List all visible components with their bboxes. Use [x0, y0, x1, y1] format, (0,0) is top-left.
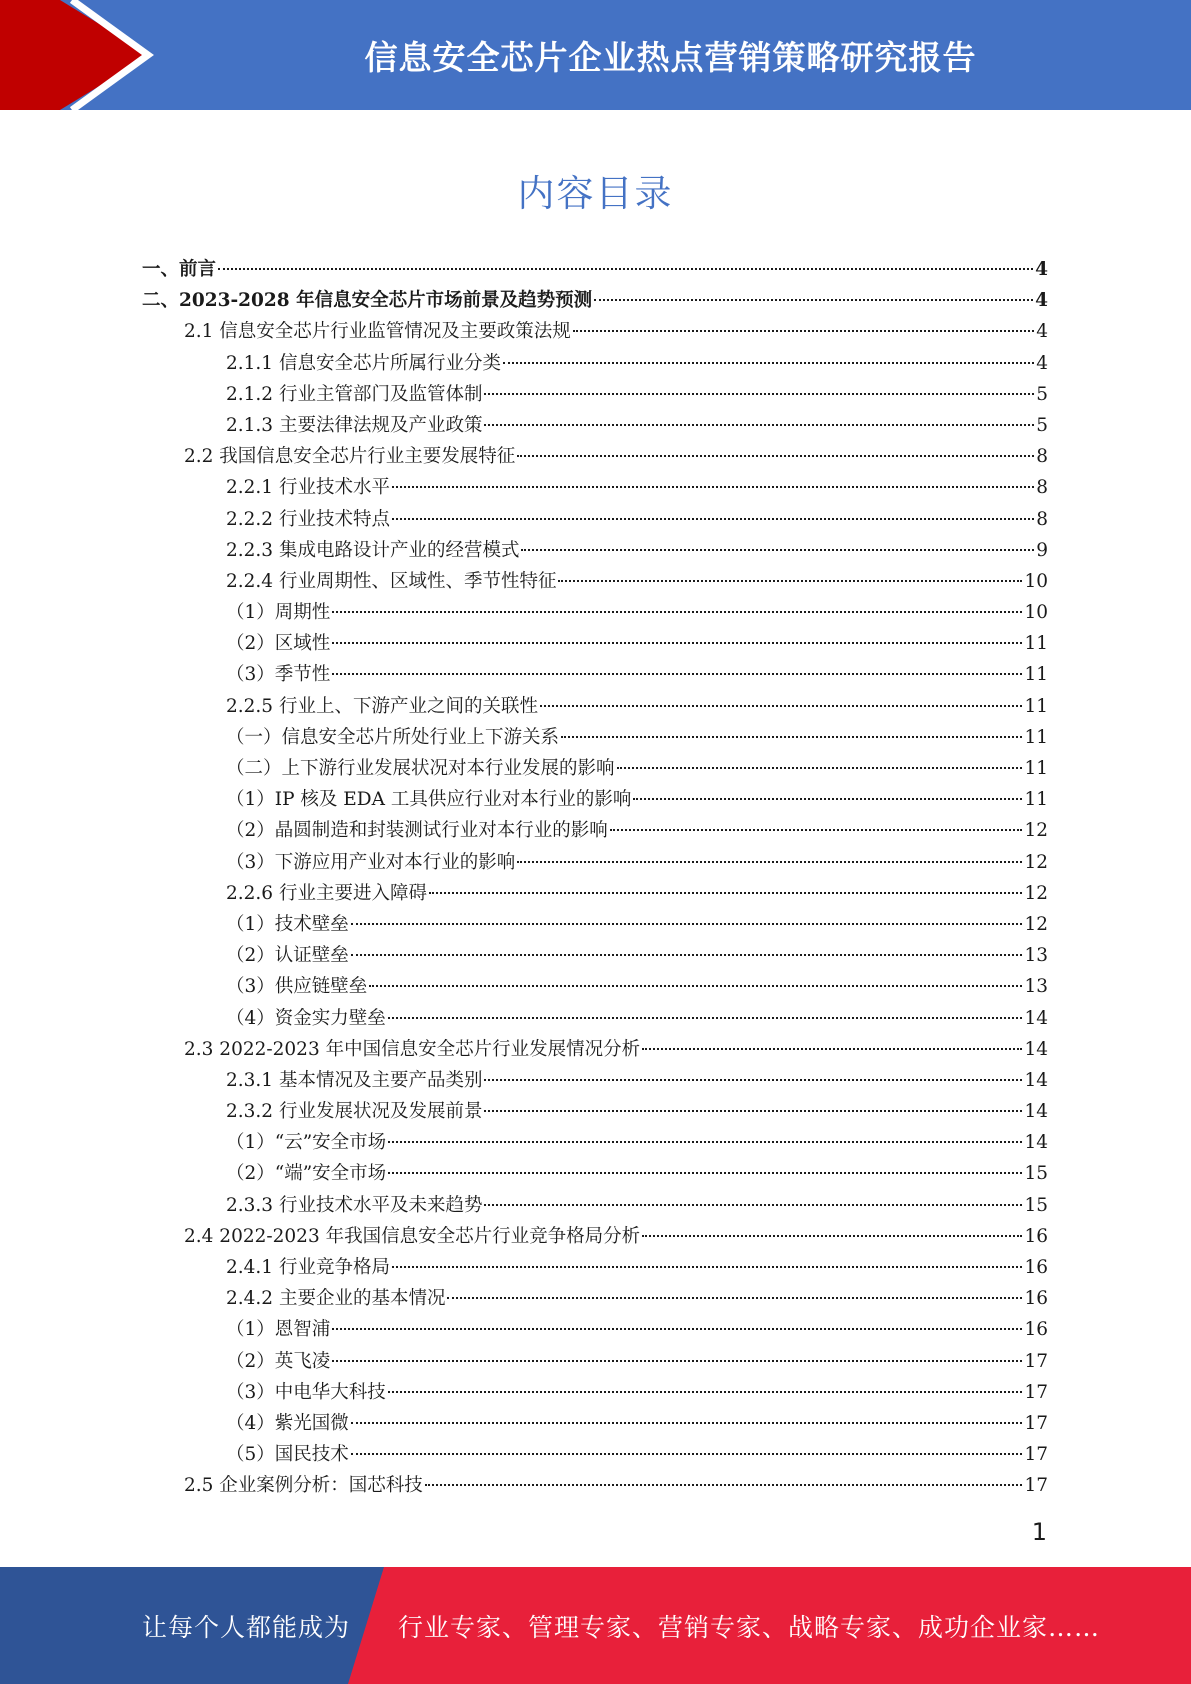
toc-entry-label: 2.4.2 主要企业的基本情况	[226, 1288, 446, 1310]
toc-entry-label: （一）信息安全芯片所处行业上下游关系	[226, 726, 560, 748]
toc-dot-leader	[388, 1171, 1022, 1174]
toc-entry[interactable]	[142, 316, 1048, 347]
toc-entry-label: 2.4 2022-2023 年我国信息安全芯片行业竞争格局分析	[184, 1225, 641, 1247]
toc-dot-leader	[484, 1078, 1022, 1081]
toc-dot-leader	[503, 361, 1034, 364]
toc-entry-page: 15	[1024, 1194, 1048, 1216]
toc-entry-label: （3）中电华大科技	[226, 1381, 386, 1403]
toc-entry-page: 14	[1024, 1132, 1048, 1154]
toc-dot-leader	[388, 1016, 1023, 1019]
toc-dot-leader	[388, 1140, 1022, 1143]
toc-entry-label: （2）晶圆制造和封装测试行业对本行业的影响	[226, 820, 608, 842]
toc-dot-leader	[351, 1452, 1023, 1455]
toc-entry-label: （4）资金实力壁垒	[226, 1007, 386, 1029]
toc-entry-page: 14	[1024, 1038, 1048, 1060]
toc-entry-page: 12	[1024, 882, 1048, 904]
toc-entry-page: 16	[1024, 1225, 1048, 1247]
toc-entry[interactable]	[142, 535, 1048, 566]
toc-entry-page: 12	[1024, 913, 1048, 935]
toc-entry[interactable]	[142, 1096, 1048, 1127]
toc-entry[interactable]	[142, 1283, 1048, 1314]
toc-dot-leader	[447, 1296, 1022, 1299]
toc-entry-label: 2.1.3 主要法律法规及产业政策	[226, 414, 483, 436]
toc-entry-label: 2.2.3 集成电路设计产业的经营模式	[226, 539, 520, 561]
toc-entry-label: 2.2.1 行业技术水平	[226, 477, 390, 499]
toc-entry-label: 一、前言	[142, 259, 217, 280]
toc-entry-page: 17	[1024, 1350, 1048, 1372]
toc-entry-label: （2）英飞凌	[226, 1350, 331, 1372]
toc-dot-leader	[594, 298, 1033, 301]
toc-entry-page: 4	[1035, 259, 1048, 280]
toc-entry-page: 17	[1024, 1412, 1048, 1434]
toc-entry-label: （3）供应链壁垒	[226, 976, 368, 998]
toc-entry-label: 2.4.1 行业竞争格局	[226, 1257, 390, 1278]
toc-entry-page: 11	[1024, 633, 1048, 655]
toc-entry[interactable]	[142, 1346, 1048, 1377]
toc-entry-page: 5	[1036, 383, 1048, 405]
toc-entry-label: 2.1.2 行业主管部门及监管体制	[226, 383, 483, 405]
toc-entry-page: 16	[1024, 1288, 1048, 1310]
toc-entry[interactable]	[142, 472, 1048, 503]
toc-entry-page: 10	[1024, 602, 1048, 624]
toc-entry-label: 2.1 信息安全芯片行业监管情况及主要政策法规	[184, 321, 571, 343]
toc-entry[interactable]	[142, 784, 1048, 815]
toc-entry-page: 10	[1024, 570, 1048, 592]
toc-dot-leader	[573, 329, 1034, 332]
toc-entry[interactable]	[142, 348, 1048, 379]
toc-entry[interactable]	[142, 1065, 1048, 1096]
toc-dot-leader	[484, 1203, 1022, 1206]
toc-entry[interactable]	[142, 815, 1048, 846]
toc-entry[interactable]	[142, 722, 1048, 753]
table-of-contents	[142, 254, 1048, 1502]
toc-entry-label: 2.3.3 行业技术水平及未来趋势	[226, 1194, 483, 1216]
toc-entry-page: 15	[1024, 1163, 1048, 1185]
toc-entry[interactable]	[142, 971, 1048, 1002]
toc-dot-leader	[332, 610, 1022, 613]
toc-entry-label: 2.3.2 行业发展状况及发展前景	[226, 1101, 483, 1123]
toc-dot-leader	[392, 485, 1034, 488]
toc-entry[interactable]	[142, 1377, 1048, 1408]
toc-entry-label: （1）技术壁垒	[226, 913, 349, 935]
footer-banner	[0, 1567, 1191, 1684]
toc-dot-leader	[540, 704, 1022, 707]
toc-dot-leader	[332, 1359, 1022, 1362]
toc-dot-leader	[332, 672, 1022, 675]
toc-dot-leader	[351, 953, 1023, 956]
toc-entry-page: 4	[1035, 290, 1048, 312]
toc-entry[interactable]	[142, 1470, 1048, 1501]
toc-dot-leader	[425, 1483, 1023, 1486]
toc-dot-leader	[561, 735, 1022, 738]
toc-entry[interactable]	[142, 940, 1048, 971]
toc-entry-page: 17	[1024, 1475, 1048, 1497]
toc-entry-label: 2.2.5 行业上、下游产业之间的关联性	[226, 695, 538, 717]
toc-entry[interactable]	[142, 597, 1048, 628]
toc-dot-leader	[642, 1047, 1022, 1050]
toc-entry-label: 2.5 企业案例分析：国芯科技	[184, 1475, 423, 1497]
toc-entry-page: 14	[1024, 1069, 1048, 1091]
toc-entry-page: 17	[1024, 1381, 1048, 1403]
footer-slogan-right: 行业专家、管理专家、营销专家、战略专家、成功企业家……	[398, 1612, 1101, 1642]
toc-entry-label: （2）认证壁垒	[226, 945, 349, 967]
toc-entry-page: 12	[1024, 820, 1048, 842]
toc-entry-page: 14	[1024, 1007, 1048, 1029]
toc-entry-label: （4）紫光国微	[226, 1412, 349, 1434]
toc-entry-label: 2.2 我国信息安全芯片行业主要发展特征	[184, 446, 516, 468]
toc-entry-page: 8	[1036, 477, 1048, 499]
toc-entry-label: （1）“云”安全市场	[226, 1132, 387, 1154]
toc-entry-page: 11	[1024, 664, 1048, 686]
toc-dot-leader	[392, 1265, 1022, 1268]
toc-dot-leader	[429, 891, 1022, 894]
toc-entry[interactable]	[142, 1003, 1048, 1034]
toc-entry-label: 2.3.1 基本情况及主要产品类别	[226, 1069, 483, 1091]
toc-entry[interactable]	[142, 285, 1048, 316]
toc-entry-page: 5	[1036, 414, 1048, 436]
toc-entry[interactable]	[142, 878, 1048, 909]
toc-dot-leader	[610, 828, 1023, 831]
toc-entry[interactable]	[142, 504, 1048, 535]
toc-entry[interactable]	[142, 909, 1048, 940]
toc-dot-leader	[369, 984, 1022, 987]
page-number: 1	[1031, 1518, 1047, 1546]
toc-dot-leader	[617, 766, 1023, 769]
toc-entry[interactable]	[142, 1439, 1048, 1470]
toc-entry[interactable]	[142, 691, 1048, 722]
toc-entry-page: 14	[1024, 1101, 1048, 1123]
toc-dot-leader	[484, 392, 1034, 395]
toc-entry-label: （2）“端”安全市场	[226, 1163, 387, 1185]
toc-entry-label: 二、2023-2028 年信息安全芯片市场前景及趋势预测	[142, 290, 593, 312]
toc-dot-leader	[351, 1421, 1023, 1424]
toc-entry-page: 4	[1036, 352, 1048, 374]
toc-entry-label: （3）季节性	[226, 664, 331, 686]
toc-entry[interactable]	[142, 1408, 1048, 1439]
toc-heading: 内容目录	[517, 172, 674, 215]
toc-entry[interactable]	[142, 847, 1048, 878]
toc-dot-leader	[642, 1234, 1022, 1237]
toc-entry-page: 13	[1024, 945, 1048, 967]
toc-entry-page: 8	[1036, 446, 1048, 468]
toc-entry-page: 11	[1024, 726, 1048, 748]
toc-entry-page: 11	[1024, 758, 1048, 779]
toc-entry[interactable]	[142, 379, 1048, 410]
toc-entry[interactable]	[142, 441, 1048, 472]
toc-entry[interactable]	[142, 1158, 1048, 1189]
chevron-arrow-icon	[0, 0, 160, 110]
toc-entry[interactable]	[142, 753, 1048, 784]
toc-dot-leader	[392, 517, 1034, 520]
toc-dot-leader	[517, 454, 1034, 457]
toc-entry-page: 17	[1024, 1444, 1048, 1466]
toc-entry-label: 2.2.4 行业周期性、区域性、季节性特征	[226, 570, 557, 592]
toc-entry-page: 11	[1024, 695, 1048, 717]
toc-entry-page: 16	[1024, 1319, 1048, 1341]
toc-entry-label: 2.3 2022-2023 年中国信息安全芯片行业发展情况分析	[184, 1038, 641, 1060]
toc-dot-leader	[388, 1390, 1023, 1393]
toc-entry-label: （1）恩智浦	[226, 1319, 331, 1341]
toc-entry[interactable]	[142, 1252, 1048, 1283]
report-title: 信息安全芯片企业热点营销策略研究报告	[364, 37, 977, 77]
report-header	[0, 0, 1191, 110]
toc-dot-leader	[521, 548, 1034, 551]
toc-entry[interactable]	[142, 1127, 1048, 1158]
toc-entry-label: （二）上下游行业发展状况对本行业发展的影响	[226, 758, 615, 779]
toc-entry-label: （1）周期性	[226, 602, 331, 624]
toc-entry[interactable]	[142, 628, 1048, 659]
toc-entry-label: （2）区域性	[226, 633, 331, 655]
toc-entry-page: 4	[1036, 321, 1048, 343]
toc-entry-label: 2.1.1 信息安全芯片所属行业分类	[226, 352, 501, 374]
toc-entry-label: 2.2.2 行业技术特点	[226, 508, 390, 530]
toc-entry[interactable]	[142, 1034, 1048, 1065]
toc-entry-label: （5）国民技术	[226, 1444, 349, 1466]
toc-entry-label: 2.2.6 行业主要进入障碍	[226, 882, 427, 904]
toc-entry[interactable]	[142, 410, 1048, 441]
toc-entry-page: 8	[1036, 508, 1048, 530]
toc-dot-leader	[558, 579, 1022, 582]
toc-entry-page: 13	[1024, 976, 1048, 998]
toc-entry[interactable]	[142, 659, 1048, 690]
toc-entry-page: 11	[1024, 789, 1048, 811]
toc-entry-page: 16	[1024, 1257, 1048, 1278]
footer-slogan-left: 让每个人都能成为	[142, 1612, 351, 1642]
toc-dot-leader	[484, 423, 1034, 426]
toc-dot-leader	[484, 1109, 1022, 1112]
toc-dot-leader	[218, 267, 1033, 270]
toc-entry[interactable]	[142, 566, 1048, 597]
toc-dot-leader	[332, 1327, 1022, 1330]
toc-dot-leader	[633, 797, 1022, 800]
toc-entry[interactable]	[142, 1190, 1048, 1221]
toc-entry[interactable]	[142, 254, 1048, 285]
toc-dot-leader	[517, 860, 1022, 863]
toc-entry-page: 9	[1036, 539, 1048, 561]
toc-entry[interactable]	[142, 1221, 1048, 1252]
toc-entry-label: （1）IP 核及 EDA 工具供应行业对本行业的影响	[226, 789, 632, 811]
toc-entry-label: （3）下游应用产业对本行业的影响	[226, 851, 516, 873]
toc-entry[interactable]	[142, 1314, 1048, 1345]
toc-dot-leader	[332, 641, 1022, 644]
toc-entry-page: 12	[1024, 851, 1048, 873]
toc-dot-leader	[351, 922, 1023, 925]
